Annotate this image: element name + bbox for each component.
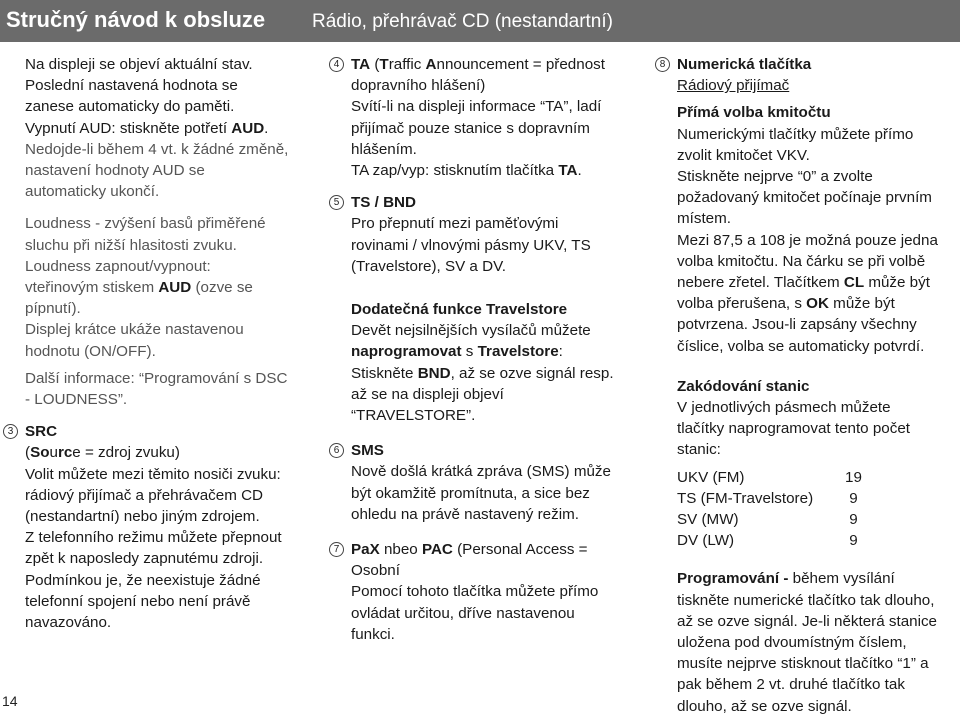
text-line: Na displeji se objeví aktuální stav. <box>25 56 253 73</box>
text-line: přijímač pouze stanice s dopravním <box>351 119 590 137</box>
text-line: rovinami / vlnovými pásmy UKV, TS <box>351 236 591 254</box>
text-line: - LOUDNESS”. <box>25 391 128 409</box>
programming-block <box>677 568 959 716</box>
column-2 <box>333 54 641 645</box>
section-title: Dodatečná funkce Travelstore <box>351 301 568 319</box>
text-line: číslice, volba se automaticky potvrdí. <box>677 337 925 355</box>
section-ts-bnd <box>333 192 641 277</box>
text-line: automaticky ukončí. <box>25 183 160 201</box>
column-3 <box>659 54 959 717</box>
text-line: Vypnutí AUD: stiskněte potřetí AUD. <box>25 119 269 137</box>
text-line: dopravního hlášení) <box>351 77 486 95</box>
text-line: Displej krátce ukáže nastavenou <box>25 321 244 339</box>
text-line: Z telefonního režimu můžete přepnout <box>25 529 282 547</box>
section-title: TS / BND <box>351 194 416 212</box>
item-number-badge: 8 <box>655 57 670 72</box>
text-line: (Source = zdroj zvuku) <box>25 444 180 462</box>
text-line: sluchu při nižší hlasitosti zvuku. <box>25 236 237 254</box>
text-line: (Travelstore), SV a DV. <box>351 257 507 275</box>
header-subtitle: Rádio, přehrávač CD (nestandartní) <box>312 11 613 32</box>
text-line: Poslední nastavená hodnota se <box>25 77 238 95</box>
text-line: TA zap/vyp: stisknutím tlačítka TA. <box>351 162 582 180</box>
section-pax-pac <box>333 539 641 645</box>
section-title: TA (Traffic Announcement = přednost <box>351 56 605 73</box>
text-line: musíte nejprve stisknout tlačítko “1” a <box>677 655 929 673</box>
text-line: Stiskněte nejprve “0” a zvolte <box>677 168 873 186</box>
station-coding-block <box>677 376 959 552</box>
text-line: požadovaný kmitočet počínaje prvním <box>677 189 932 207</box>
loudness-paragraph <box>25 213 315 361</box>
text-line: nebere zřetel. Tlačítkem CL může být <box>677 274 930 292</box>
header-title: Stručný návod k obsluze <box>6 7 266 32</box>
text-line: Numerickými tlačítky můžete přímo <box>677 125 914 143</box>
text-line: Loudness zapnout/vypnout: <box>25 257 211 275</box>
text-line: telefonní spojení nebo není právě <box>25 592 251 610</box>
station-count-row: UKV (FM) 19 <box>677 468 862 486</box>
section-title: PaX nbeo PAC (Personal Access = <box>351 541 588 559</box>
item-number-badge: 4 <box>329 57 344 72</box>
text-line: vteřinovým stiskem AUD (ozve se <box>25 279 253 297</box>
section-title: Numerická tlačítka <box>677 56 812 73</box>
more-info-paragraph <box>25 368 315 410</box>
item-number-badge: 7 <box>329 542 344 557</box>
text-line: Mezi 87,5 a 108 je možná pouze jedna <box>677 231 938 249</box>
text-line: volba přerušena, s OK může být <box>677 295 895 313</box>
text-line: tlačítky naprogramovat tento počet <box>677 420 911 438</box>
text-line: rádiový přijímač a přehrávačem CD <box>25 486 264 504</box>
section-subtitle: Rádiový přijímač <box>677 77 790 95</box>
section-title: SMS <box>351 442 384 460</box>
text-line: Pomocí tohoto tlačítka můžete přímo <box>351 583 599 601</box>
text-line: zanese automaticky do paměti. <box>25 98 235 116</box>
text-line: Devět nejsilnějších vysílačů můžete <box>351 322 591 340</box>
page-number: 14 <box>2 693 18 709</box>
section-sms <box>333 440 641 525</box>
text-line: Svítí-li na displeji informace “TA”, ladí <box>351 98 602 116</box>
item-number-badge: 5 <box>329 195 344 210</box>
text-line: Nedojde-li během 4 vt. k žádné změně, <box>25 140 289 158</box>
text-line: být okamžitě promítnuta, a sice bez <box>351 484 590 502</box>
text-line: “TRAVELSTORE”. <box>351 407 476 425</box>
text-line: naprogramovat s Travelstore: <box>351 343 563 361</box>
station-count-row: SV (MW) 9 <box>677 511 858 529</box>
section-title: Zakódování stanic <box>677 377 810 395</box>
text-line: Volit můžete mezi těmito nosiči zvuku: <box>25 465 281 483</box>
aud-paragraph <box>25 54 315 202</box>
text-line: Stiskněte BND, až se ozve signál resp. <box>351 364 614 382</box>
text-line: až se ozve signál. Je-li některá stanice <box>677 612 938 630</box>
text-line: navazováno. <box>25 614 112 632</box>
text-line: nastavení hodnoty AUD se <box>25 162 205 180</box>
section-ta <box>333 54 641 181</box>
section-title: Přímá volba kmitočtu <box>677 104 831 122</box>
text-line: ohledu na právě nastavený režim. <box>351 505 579 523</box>
text-line: pak během 2 vt. druhé tlačítko tak <box>677 676 905 694</box>
text-line: V jednotlivých pásmech můžete <box>677 399 891 417</box>
text-line: pípnutí). <box>25 300 81 318</box>
text-line: tiskněte numerické tlačítko tak dlouho, <box>677 591 935 609</box>
section-title: Programování - během vysílání <box>677 570 895 588</box>
text-line: uložena pod dvoumístným číslem, <box>677 634 907 652</box>
text-line: Osobní <box>351 562 400 580</box>
section-src <box>7 421 315 633</box>
text-line: až se na displeji objeví <box>351 385 504 403</box>
section-numeric-buttons <box>659 54 959 96</box>
text-line: zvolit kmitočet VKV. <box>677 146 810 164</box>
text-line: zpět k naposledy zapnutému zdroji. <box>25 550 264 568</box>
station-count-row: DV (LW) 9 <box>677 532 858 550</box>
text-line: Nově došlá krátká zpráva (SMS) může <box>351 463 611 481</box>
item-number-badge: 6 <box>329 443 344 458</box>
text-line: Podmínkou je, že neexistuje žádné <box>25 571 261 589</box>
text-line: funkci. <box>351 625 395 643</box>
text-line: stanic: <box>677 441 721 459</box>
item-number-badge: 3 <box>3 424 18 439</box>
page-header <box>0 0 960 42</box>
text-line: volba kmitočtu. Na čárku se při volbě <box>677 252 926 270</box>
text-line: Loudness - zvýšení basů přiměřené <box>25 215 266 233</box>
station-count-row: TS (FM-Travelstore) 9 <box>677 489 858 507</box>
text-line: Další informace: “Programování s DSC <box>25 369 288 387</box>
direct-frequency-block <box>677 102 959 356</box>
section-title: SRC <box>25 423 58 441</box>
text-line: dlouho, až se ozve signál. <box>677 697 852 715</box>
text-line: Pro přepnutí mezi paměťovými <box>351 215 559 233</box>
text-line: hlášením. <box>351 140 417 158</box>
column-1 <box>7 54 315 633</box>
text-line: ovládat určitou, dříve nastavenou <box>351 604 575 622</box>
text-line: potvrzena. Jsou-li zapsány všechny <box>677 316 917 334</box>
text-line: místem. <box>677 210 732 228</box>
travelstore-block <box>351 299 641 426</box>
text-line: hodnotu (ON/OFF). <box>25 342 156 360</box>
text-line: (nestandartní) nebo jiným zdrojem. <box>25 508 260 526</box>
